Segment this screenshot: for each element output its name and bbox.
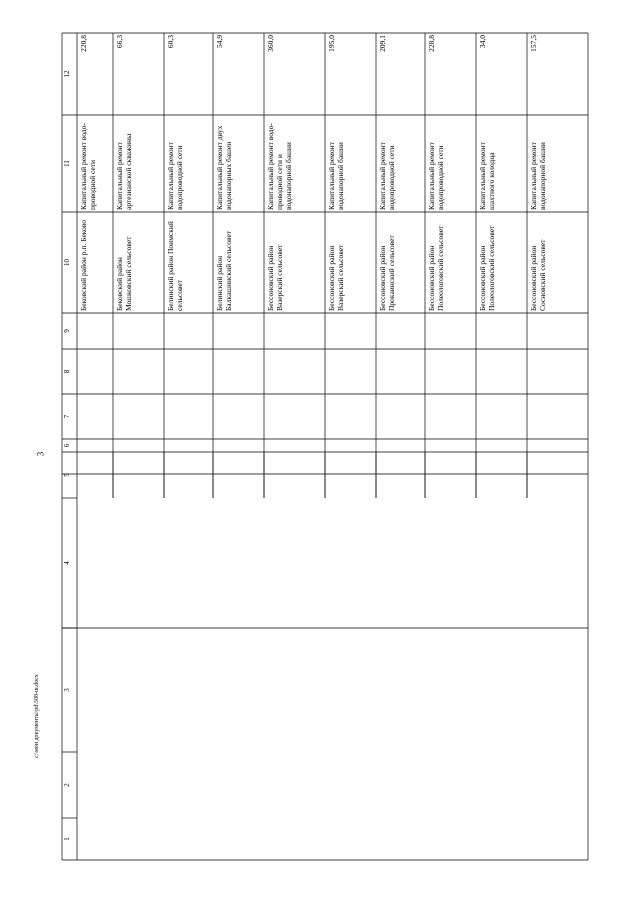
column-number: 5 [63,473,71,477]
location-cell: Бессоновский район Полеологовский сельсовет [478,225,497,311]
column-number: 2 [63,783,71,787]
work-description-cell: Капитальный ремонт водонапорной башни [327,142,346,210]
location-cell: Бессоновский район Прокаинский сельсовет [378,235,397,311]
column-number: 7 [63,414,71,419]
column-number: 9 [63,329,71,333]
work-description-cell: Капитальный ремонт шахтного колодца [478,142,497,210]
amount-cell: 34,0 [478,35,487,49]
location-cell: Бессоновский район Вазерский сельсовет [266,244,285,311]
column-number: 1 [63,837,71,841]
amount-cell: 60,3 [166,35,175,49]
column-number: 8 [63,369,71,374]
location-cell: Бековский район р.п. Беково [79,219,88,311]
location-cell: Бессоновский район Вазерский сельсовет [327,244,346,311]
work-description-cell: Капитальный ремонт артезианской скважины [115,133,134,210]
column-number: 3 [63,688,71,692]
work-description-cell: Капитальный ремонт водо-проводной сети и водонапорной башни [266,123,294,210]
work-description-cell: Капитальный ремонт водопроводной сети [378,142,397,210]
column-number: 4 [63,561,71,565]
location-cell: Белинский район Балкашинский сельсовет [215,230,234,311]
amount-cell: 228,8 [427,35,436,52]
location-cell: Бессоновский район Полеологовский сельсовет [427,225,446,311]
location-cell: Бековский район Мошковский сельсовет [115,236,134,311]
amount-cell: 220,8 [79,35,88,52]
location-cell: Бессоновский район Сосновский сельсовет [529,239,548,311]
page-number: 3 [35,451,46,457]
location-cell: Белинский район Поимский сельсовет [166,221,185,311]
amount-cell: 157,5 [529,35,538,52]
column-number: 10 [63,259,71,266]
work-description-cell: Капитальный ремонт водопроводной сети [166,142,185,210]
column-number: 11 [63,160,71,167]
amount-cell: 360,0 [266,35,275,52]
amount-cell: 195,0 [327,35,336,52]
work-description-cell: Капитальный ремонт двух водонапорных башен [215,125,234,210]
footer-file-path: c:\мои документы\pd\508-ш.docx [34,674,40,758]
column-number: 12 [63,70,71,78]
work-description-cell: Капитальный ремонт водонапорной башни [529,142,548,210]
work-description-cell: Капитальный ремонт водо-проводной сети [79,123,98,210]
column-number: 6 [63,443,71,448]
work-description-cell: Капитальный ремонт водопроводной сети [427,142,446,210]
amount-cell: 66,3 [115,35,124,49]
amount-cell: 209,1 [378,35,387,52]
amount-cell: 54,9 [215,35,224,49]
